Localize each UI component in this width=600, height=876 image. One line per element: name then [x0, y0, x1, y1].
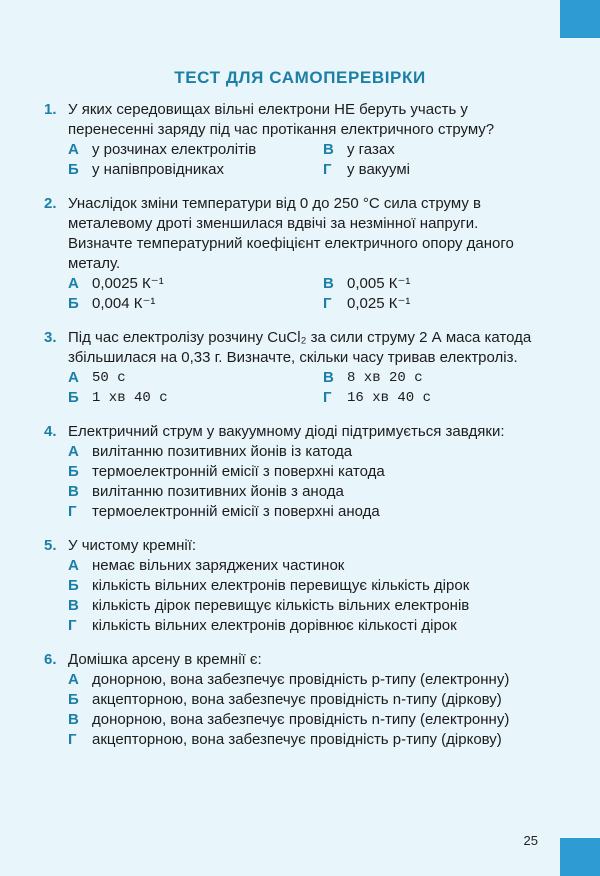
- option-letter: В: [323, 275, 334, 292]
- page-title: ТЕСТ ДЛЯ САМОПЕРЕВІРКИ: [174, 68, 426, 87]
- option-letter: Г: [68, 503, 77, 520]
- question-number: 3.: [44, 329, 57, 346]
- option-letter: В: [68, 597, 79, 614]
- option-text: донорною, вона забезпечує провідність p-типу (електронну): [92, 671, 510, 688]
- question-list: [0, 100, 600, 764]
- question-text: Унаслідок зміни температури від 0 до 250 °С сила струму в металевому дроті зменшилася вдвічі за незмінної напруги. Визначте температурний коефіцієнт електричного опору даного металу.: [68, 195, 514, 272]
- option-text: 0,004 К⁻¹: [92, 295, 156, 312]
- question-text: Під час електролізу розчину CuCl₂ за сили струму 2 А маса катода збільшилася на 0,33 г. Визначте, скільки часу тривав електроліз.: [68, 329, 532, 366]
- answer-option[interactable]: [68, 482, 538, 502]
- page-tab-marker-top: [560, 0, 600, 38]
- option-letter: Г: [323, 161, 332, 178]
- answer-option[interactable]: [68, 710, 538, 730]
- option-letter: А: [68, 275, 79, 292]
- answer-options: [68, 274, 538, 314]
- option-text: у газах: [347, 141, 395, 158]
- option-letter: В: [323, 141, 334, 158]
- answer-options: [68, 556, 538, 636]
- option-text: у напівпровідниках: [92, 161, 224, 178]
- option-text: 0,005 К⁻¹: [347, 275, 411, 292]
- answer-option[interactable]: [68, 388, 323, 408]
- option-text: у вакуумі: [347, 161, 411, 178]
- answer-option[interactable]: [323, 388, 538, 408]
- option-text: 0,0025 К⁻¹: [92, 275, 164, 292]
- question-3: [0, 328, 600, 408]
- answer-option[interactable]: [68, 596, 538, 616]
- option-text: донорною, вона забезпечує провідність n-типу (електронну): [92, 711, 510, 728]
- option-letter: Г: [68, 731, 77, 748]
- answer-options: [68, 442, 538, 522]
- answer-option[interactable]: [68, 294, 323, 314]
- option-letter: А: [68, 557, 79, 574]
- option-letter: Б: [68, 161, 79, 178]
- question-number: 5.: [44, 537, 57, 554]
- option-text: 8 хв 20 с: [347, 370, 423, 386]
- question-2: [0, 194, 600, 314]
- question-text: Домішка арсену в кремнії є:: [68, 651, 262, 668]
- option-letter: В: [323, 369, 334, 386]
- answer-option[interactable]: [323, 274, 538, 294]
- option-text: у розчинах електролітів: [92, 141, 257, 158]
- question-text: У яких середовищах вільні електрони НЕ беруть участь у перенесенні заряду під час протікання електричного струму?: [68, 101, 495, 138]
- answer-option[interactable]: [68, 160, 323, 180]
- question-number: 6.: [44, 651, 57, 668]
- answer-option[interactable]: [68, 556, 538, 576]
- answer-options: [68, 368, 538, 408]
- answer-option[interactable]: [68, 368, 323, 388]
- question-number: 2.: [44, 195, 57, 212]
- option-letter: Б: [68, 295, 79, 312]
- option-letter: Б: [68, 389, 79, 406]
- option-text: термоелектронній емісії з поверхні катода: [92, 463, 385, 480]
- answer-option[interactable]: [68, 670, 538, 690]
- answer-option[interactable]: [68, 576, 538, 596]
- answer-option[interactable]: [68, 462, 538, 482]
- answer-option[interactable]: [68, 690, 538, 710]
- option-text: 16 хв 40 с: [347, 390, 432, 406]
- question-5: [0, 536, 600, 636]
- question-number: 4.: [44, 423, 57, 440]
- page-number: 25: [523, 833, 538, 848]
- option-letter: А: [68, 671, 79, 688]
- answer-option[interactable]: [323, 140, 538, 160]
- option-text: 0,025 К⁻¹: [347, 295, 411, 312]
- option-letter: Г: [68, 617, 77, 634]
- option-letter: А: [68, 141, 79, 158]
- answer-option[interactable]: [323, 160, 538, 180]
- question-1: [0, 100, 600, 180]
- answer-option[interactable]: [68, 442, 538, 462]
- option-letter: Б: [68, 691, 79, 708]
- answer-option[interactable]: [323, 368, 538, 388]
- page-tab-marker-bottom: [560, 838, 600, 876]
- option-text: вилітанню позитивних йонів із катода: [92, 443, 353, 460]
- option-text: кількість вільних електронів дорівнює кількості дірок: [92, 617, 457, 634]
- option-text: 1 хв 40 с: [92, 390, 168, 406]
- option-letter: В: [68, 711, 79, 728]
- option-letter: Б: [68, 577, 79, 594]
- answer-options: [68, 670, 538, 750]
- option-text: вилітанню позитивних йонів з анода: [92, 483, 344, 500]
- question-text: Електричний струм у вакуумному діоді підтримується завдяки:: [68, 423, 505, 440]
- option-letter: А: [68, 443, 79, 460]
- option-letter: А: [68, 369, 79, 386]
- option-text: кількість вільних електронів перевищує кількість дірок: [92, 577, 470, 594]
- answer-option[interactable]: [68, 140, 323, 160]
- answer-option[interactable]: [323, 294, 538, 314]
- answer-option[interactable]: [68, 616, 538, 636]
- answer-options: [68, 140, 538, 180]
- option-text: 50 с: [92, 370, 126, 386]
- option-text: термоелектронній емісії з поверхні анода: [92, 503, 380, 520]
- option-text: акцепторною, вона забезпечує провідність n-типу (діркову): [92, 691, 502, 708]
- option-letter: В: [68, 483, 79, 500]
- option-text: акцепторною, вона забезпечує провідність p-типу (діркову): [92, 731, 502, 748]
- option-text: кількість дірок перевищує кількість вільних електронів: [92, 597, 470, 614]
- option-letter: Г: [323, 295, 332, 312]
- answer-option[interactable]: [68, 274, 323, 294]
- question-text: У чистому кремнії:: [68, 537, 197, 554]
- option-text: немає вільних заряджених частинок: [92, 557, 345, 574]
- option-letter: Б: [68, 463, 79, 480]
- answer-option[interactable]: [68, 502, 538, 522]
- option-letter: Г: [323, 389, 332, 406]
- question-6: [0, 650, 600, 750]
- question-number: 1.: [44, 101, 57, 118]
- answer-option[interactable]: [68, 730, 538, 750]
- question-4: [0, 422, 600, 522]
